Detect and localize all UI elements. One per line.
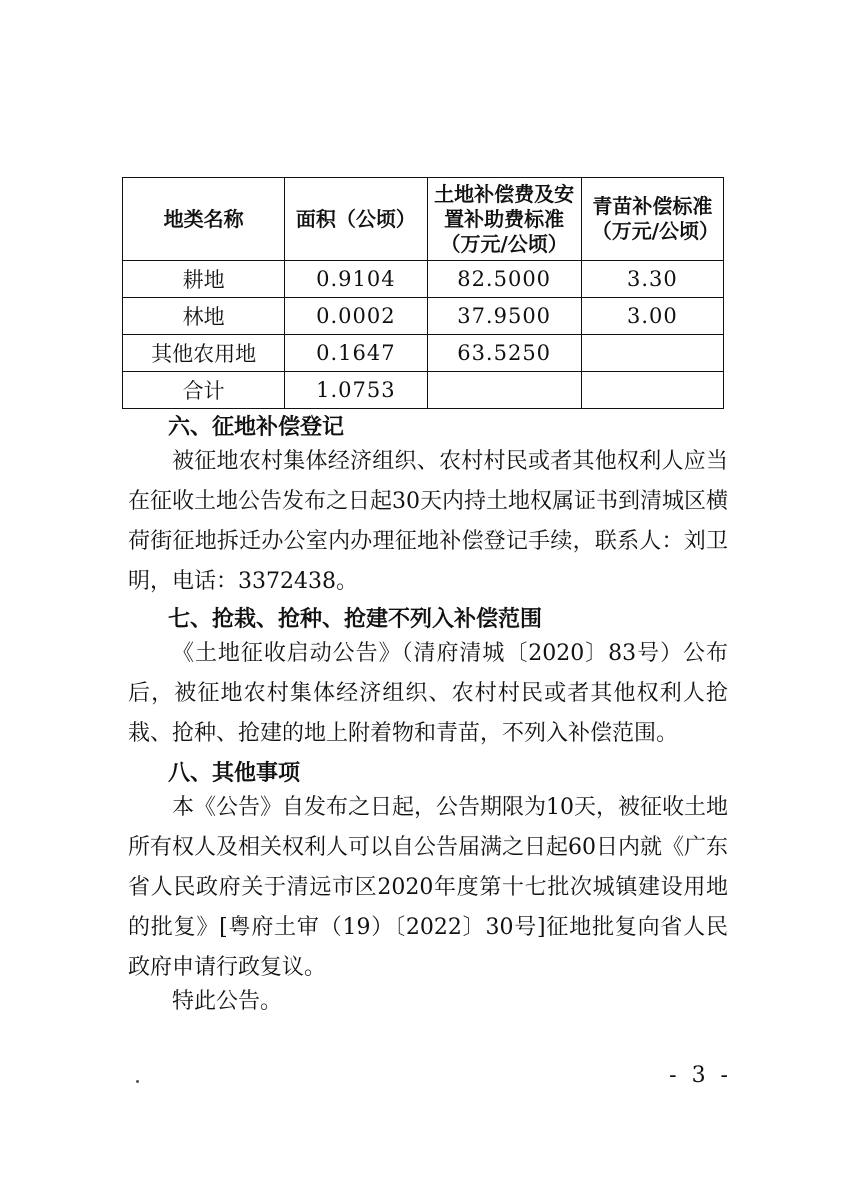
header-crop-fee: 青苗补偿标准（万元/公顷）	[581, 178, 723, 261]
cell-crop-fee: 3.30	[581, 261, 723, 298]
cell-land-type: 合计	[123, 372, 285, 409]
table-row	[123, 261, 724, 298]
cell-crop-fee	[581, 335, 723, 372]
page-number: - 3 -	[669, 1063, 732, 1088]
table-row	[123, 298, 724, 335]
cell-area: 1.0753	[285, 372, 427, 409]
table-row-total	[123, 372, 724, 409]
section-paragraph-registration: 被征地农村集体经济组织、农村村民或者其他权利人应当在征收土地公告发布之日起30天内持土地权属证书到清城区横荷街征地拆迁办公室内办理征地补偿登记手续，联系人：刘卫明，电话：3372438。	[128, 449, 728, 594]
header-land-fee: 土地补偿费及安置补助费标准（万元/公顷）	[427, 178, 581, 261]
table-row	[123, 335, 724, 372]
section-heading-registration: 六、征地补偿登记	[168, 415, 345, 440]
cell-land-type: 耕地	[123, 261, 285, 298]
cell-land-fee: 37.9500	[427, 298, 581, 335]
section-heading-other: 八、其他事项	[168, 761, 301, 786]
section-heading-exclusion: 七、抢栽、抢种、抢建不列入补偿范围	[168, 607, 543, 632]
cell-area: 0.9104	[285, 261, 427, 298]
section-paragraph-exclusion: 《土地征收启动公告》（清府清城〔2020〕83号）公布后，被征地农村集体经济组织、农村村民或者其他权利人抢栽、抢种、抢建的地上附着物和青苗，不列入补偿范围。	[128, 641, 728, 746]
cell-land-fee: 82.5000	[427, 261, 581, 298]
scan-speck	[136, 1080, 139, 1083]
cell-land-fee	[427, 372, 581, 409]
cell-crop-fee	[581, 372, 723, 409]
cell-area: 0.1647	[285, 335, 427, 372]
compensation-table	[122, 177, 724, 409]
cell-land-fee: 63.5250	[427, 335, 581, 372]
closing-text: 特此公告。	[172, 989, 283, 1014]
header-land-type: 地类名称	[123, 178, 285, 261]
header-area: 面积（公顷）	[285, 178, 427, 261]
cell-crop-fee: 3.00	[581, 298, 723, 335]
cell-land-type: 其他农用地	[123, 335, 285, 372]
cell-area: 0.0002	[285, 298, 427, 335]
section-paragraph-other: 本《公告》自发布之日起，公告期限为10天，被征收土地所有权人及相关权利人可以自公告届满之日起60日内就《广东省人民政府关于清远市区2020年度第十七批次城镇建设用地的批复》[粤府土审（19）〔2022〕30号]征地批复向省人民政府申请行政复议。	[128, 795, 728, 980]
table-header-row	[123, 178, 724, 261]
cell-land-type: 林地	[123, 298, 285, 335]
